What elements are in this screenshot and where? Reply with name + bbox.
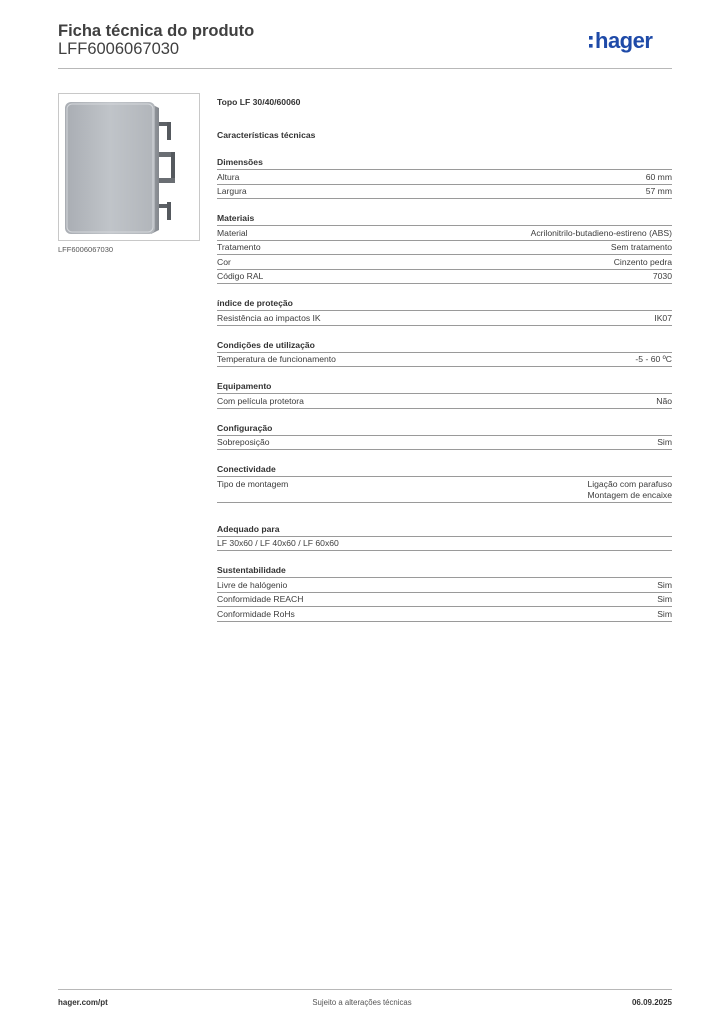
spec-value: -5 - 60 ºC	[635, 354, 672, 364]
section-protection-index	[217, 297, 672, 326]
spec-label: Tipo de montagem	[217, 478, 289, 489]
spec-row	[217, 270, 672, 285]
spec-value-line: Montagem de encaixe	[587, 489, 672, 500]
spec-row	[217, 394, 672, 409]
spec-value: Sim	[657, 594, 672, 604]
spec-row	[217, 477, 672, 503]
spec-value: Sim	[657, 579, 672, 590]
section-dimensions	[217, 156, 672, 199]
spec-value	[587, 479, 672, 501]
spec-label: Resistência ao impactos IK	[217, 312, 321, 323]
spec-row	[217, 436, 672, 451]
image-caption: LFF6006067030	[58, 245, 114, 254]
product-photo-icon	[59, 94, 199, 240]
section-title: Conectividade	[217, 463, 672, 477]
product-image	[58, 93, 200, 241]
spec-label: Tratamento	[217, 242, 261, 252]
technical-characteristics-heading: Características técnicas	[217, 130, 316, 140]
spec-label: Conformidade REACH	[217, 594, 304, 604]
spec-value: Sim	[657, 608, 672, 619]
spec-label: Altura	[217, 171, 240, 182]
page-header	[58, 20, 672, 70]
spec-value: 57 mm	[645, 186, 672, 196]
section-title: Condições de utilização	[217, 339, 672, 353]
document-title: Ficha técnica do produto	[58, 22, 255, 40]
spec-label: Material	[217, 227, 248, 238]
spec-label: Largura	[217, 186, 247, 196]
section-title: Dimensões	[217, 156, 672, 170]
section-configuration	[217, 422, 672, 451]
spec-row	[217, 593, 672, 608]
spec-label: Temperatura de funcionamento	[217, 354, 336, 364]
section-title: Configuração	[217, 422, 672, 436]
suitable-value: LF 30x60 / LF 40x60 / LF 60x60	[217, 538, 339, 548]
spec-value-line: Ligação com parafuso	[587, 478, 672, 489]
section-title: Sustentabilidade	[217, 564, 672, 578]
product-code: LFF6006067030	[58, 40, 180, 58]
section-usage-conditions	[217, 339, 672, 368]
spec-row	[217, 578, 672, 593]
footer-website: hager.com/pt	[58, 998, 108, 1007]
logo-text: hager	[595, 28, 653, 53]
section-sustainability	[217, 564, 672, 622]
product-name: Topo LF 30/40/60060	[217, 97, 301, 107]
spec-content	[217, 96, 672, 622]
spec-row	[217, 226, 672, 241]
spec-value: IK07	[654, 312, 672, 323]
section-title: índice de proteção	[217, 297, 672, 311]
footer-date: 06.09.2025	[631, 998, 672, 1007]
spec-value: 60 mm	[645, 171, 672, 182]
footer-divider	[58, 989, 672, 990]
spec-value: Não	[656, 395, 672, 406]
section-materials	[217, 212, 672, 284]
spec-label: Código RAL	[217, 271, 264, 281]
section-equipment	[217, 380, 672, 409]
spec-value: Sim	[657, 437, 672, 447]
section-title: Equipamento	[217, 380, 672, 394]
spec-row	[217, 241, 672, 256]
spec-row	[217, 185, 672, 200]
spec-value: Sem tratamento	[610, 242, 672, 252]
header-divider	[58, 68, 672, 69]
spec-value: Acrilonitrilo-butadieno-estireno (ABS)	[530, 227, 672, 238]
spec-row	[217, 353, 672, 368]
section-suitable-for	[217, 523, 672, 552]
section-connectivity	[217, 463, 672, 503]
spec-row	[217, 607, 672, 622]
spec-label: Sobreposição	[217, 437, 270, 447]
hager-logo	[588, 27, 672, 57]
spec-value: Cinzento pedra	[613, 256, 672, 267]
spec-row	[217, 255, 672, 270]
spec-row	[217, 537, 672, 552]
section-title: Adequado para	[217, 523, 672, 537]
spec-row	[217, 170, 672, 185]
spec-label: Livre de halógenio	[217, 579, 288, 590]
spec-row	[217, 311, 672, 326]
spec-label: Conformidade RoHs	[217, 608, 295, 619]
footer-notice: Sujeito a alterações técnicas	[312, 998, 412, 1007]
spec-label: Com película protetora	[217, 395, 304, 406]
spec-value: 7030	[652, 271, 672, 281]
section-title: Materiais	[217, 212, 672, 226]
spec-label: Cor	[217, 256, 231, 267]
